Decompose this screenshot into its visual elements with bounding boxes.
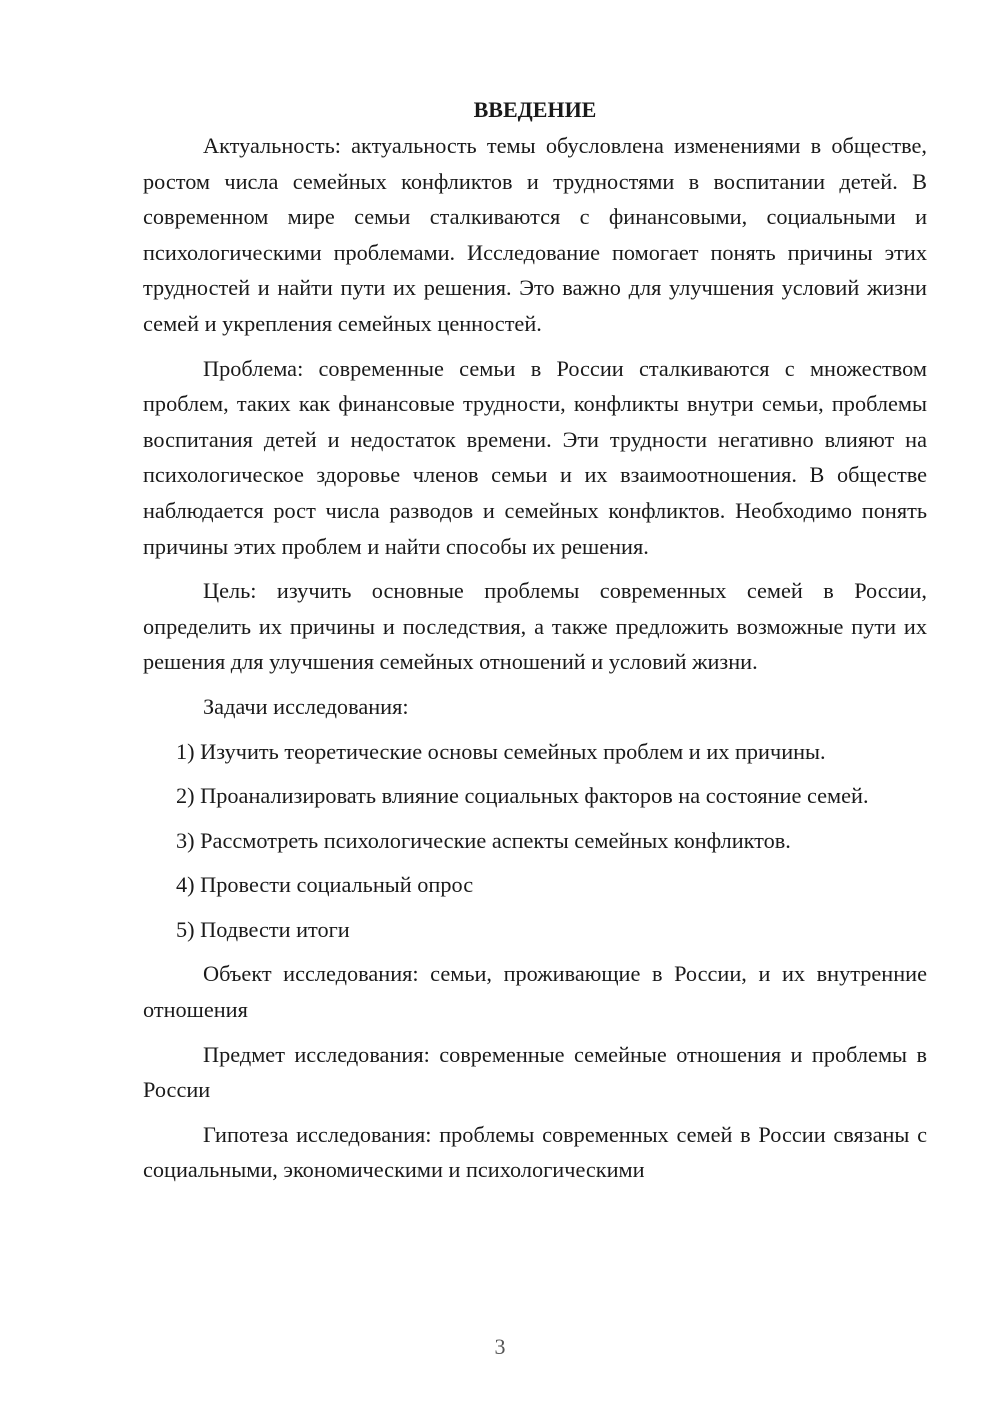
problem-paragraph: Проблема: современные семьи в России сталкиваются с множеством проблем, таких как финансовые трудности, конфликты внутри семьи, проблемы воспитания детей и недостаток времени. Эти трудности негативно влияют на психологическое здоровье членов семьи и их взаимоотношения. В обществе наблюдается рост числа разводов и семейных конфликтов. Необходимо понять причины этих проблем и найти способы их решения. [143, 355, 927, 559]
goal-paragraph: Цель: изучить основные проблемы современных семей в России, определить их причины и последствия, а также предложить возможные пути их решения для улучшения семейных отношений и условий жизни. [143, 578, 927, 675]
subject-paragraph: Предмет исследования: современные семейные отношения и проблемы в России [143, 1041, 927, 1103]
tasks-heading: Задачи исследования: [203, 693, 409, 719]
section-title: ВВЕДЕНИЕ [473, 97, 597, 122]
object-paragraph: Объект исследования: семьи, проживающие в России, и их внутренние отношения [143, 961, 927, 1023]
page-content [143, 94, 927, 1197]
task-item-3: 3) Рассмотреть психологические аспекты семейных конфликтов. [176, 827, 791, 853]
task-item-4: 4) Провести социальный опрос [176, 872, 474, 898]
hypothesis-paragraph: Гипотеза исследования: проблемы современных семей в России связаны с социальными, экономическими и психологическими [143, 1121, 927, 1183]
task-item-2: 2) Проанализировать влияние социальных факторов на состояние семей. [176, 783, 869, 809]
page-number: 3 [494, 1334, 506, 1359]
task-item-5: 5) Подвести итоги [176, 916, 350, 942]
relevance-paragraph: Актуальность: актуальность темы обусловлена изменениями в обществе, ростом числа семейных конфликтов и трудностями в воспитании детей. В современном мире семьи сталкиваются с финансовыми, социальными и психологическими проблемами. Исследование помогает понять причины этих трудностей и найти пути их решения. Это важно для улучшения условий жизни семей и укрепления семейных ценностей. [143, 133, 927, 336]
task-item-1: 1) Изучить теоретические основы семейных проблем и их причины. [176, 738, 826, 764]
